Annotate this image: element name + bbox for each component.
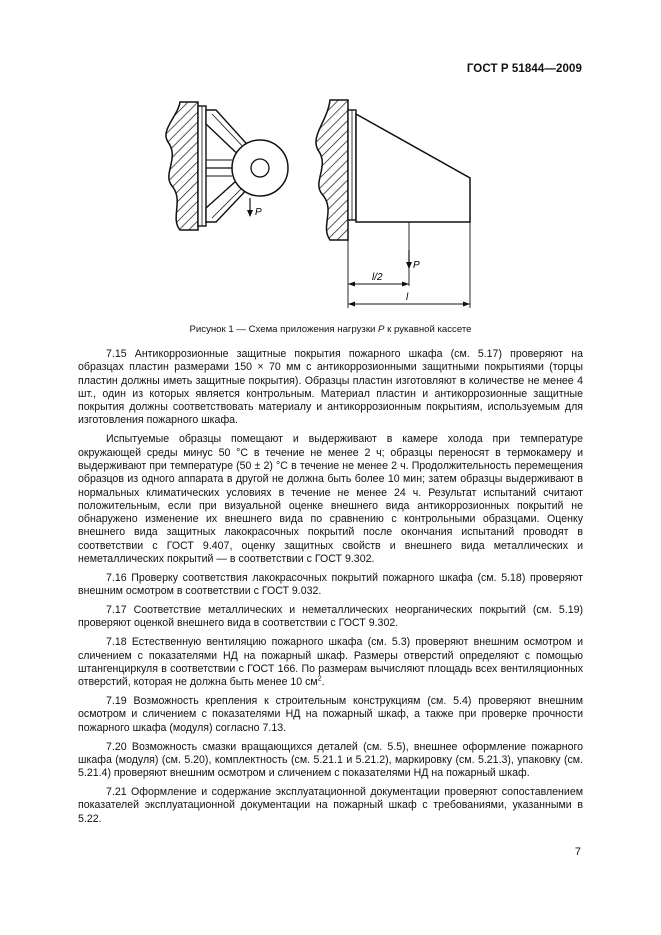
page-number: 7 bbox=[574, 846, 581, 858]
length-label: l bbox=[406, 292, 409, 303]
document-header: ГОСТ Р 51844—2009 bbox=[466, 63, 582, 75]
body-text bbox=[78, 348, 583, 832]
right-view bbox=[316, 100, 470, 308]
paragraph-7-20: 7.20 Возможность смазки вращающихся деталей (см. 5.5), внешнее оформление пожарного шкафа (модуля) (см. 5.20), комплектность (см. 5.21.1 и 5.21.2), маркировку (см. 5.21.3), упаковку (см. 5.21.4) проверяют внешним осмотром и сличением с показателями НД на пожарный шкаф. bbox=[78, 740, 583, 780]
paragraph-7-19: 7.19 Возможность крепления к строительным конструкциям (см. 5.4) проверяют внешним осмотром и сличением с показателями НД на пожарный шкаф, а также при проверке прочности пожарного шкафа (модуля) согласно 7.13. bbox=[78, 695, 583, 734]
half-length-label: l/2 bbox=[372, 272, 383, 283]
right-wall-hatched bbox=[316, 100, 348, 240]
left-view bbox=[166, 102, 288, 230]
cassette-side-profile bbox=[356, 114, 470, 222]
paragraph-7-16: 7.16 Проверку соответствия лакокрасочных покрытий пожарного шкафа (см. 5.18) проверяют внешним осмотром в соответствии с ГОСТ 9.032. bbox=[78, 571, 583, 598]
paragraph-7-18: 7.18 Естественную вентиляцию пожарного шкафа (см. 5.3) проверяют внешним осмотром и сличением с показателями НД на пожарный шкаф. Размеры отверстий определяют с помощью штангенциркуля в соответствии с ГОСТ 166. По размерам вычисляют площадь всех вентиляционных отверстий, которая не должна быть менее 10 $см^2$. bbox=[78, 636, 583, 689]
paragraph-7-21: 7.21 Оформление и содержание эксплуатационной документации проверяют сопоставлением показателей эксплуатационной документации на пожарный шкаф с требованиями, указанными в 5.22. bbox=[78, 786, 583, 825]
left-load-label: P bbox=[255, 207, 262, 218]
left-wall-hatched bbox=[166, 102, 198, 230]
cassette-hub-inner bbox=[251, 159, 269, 177]
paragraph-7-17: 7.17 Соответствие металлических и неметаллических неорганических покрытий (см. 5.19) проверяют оценкой внешнего вида в соответствии с ГОСТ 9.302. bbox=[78, 604, 583, 630]
figure-caption: Рисунок 1 — Схема приложения нагрузки P к рукавной кассете bbox=[189, 324, 472, 335]
right-load-label: P bbox=[413, 260, 420, 271]
figure-1-diagram bbox=[150, 90, 520, 320]
paragraph-7-15: 7.15 Антикоррозионные защитные покрытия пожарного шкафа (см. 5.17) проверяют на образцах пластин размерами 150 × 70 мм с антикоррозионными защитными покрытиями (торцы пластин должны иметь защитные покрытия). Образцы пластин изготовляют в количестве не менее 4 шт., один из которых является контрольным. Материал пластин и антикоррозионные защитные покрытия должны соответствовать материалу и антикоррозионным покрытиям, используемым для изготовления пожарного шкафа. bbox=[78, 348, 583, 427]
paragraph-test-procedure: Испытуемые образцы помещают и выдерживают в камере холода при температуре окружающей среды минус 50 °С в течение не менее 2 ч; образцы переносят в термокамеру и выдерживают при температуре (50 ± 2) °С в течение не менее 2 ч. Продолжительность перемещения образцов из одного аппарата в другой не должна быть более 10 мин; затем образцы выдерживают в нормальных климатических условиях в течение не менее 24 ч. Результат испытаний считают положительным, если при визуальной оценке внешнего вида антикоррозионных покрытий не обнаружено изменение их внешнего вида по сравнению с контрольными образцами. Оценку внешнего вида защитных лакокрасочных покрытий после окончания испытаний проводят в соответствии с ГОСТ 9.407, оценку защитных свойств и внешнего вида металлических и неметаллических покрытий — в соответствии с ГОСТ 9.302. bbox=[78, 433, 583, 566]
